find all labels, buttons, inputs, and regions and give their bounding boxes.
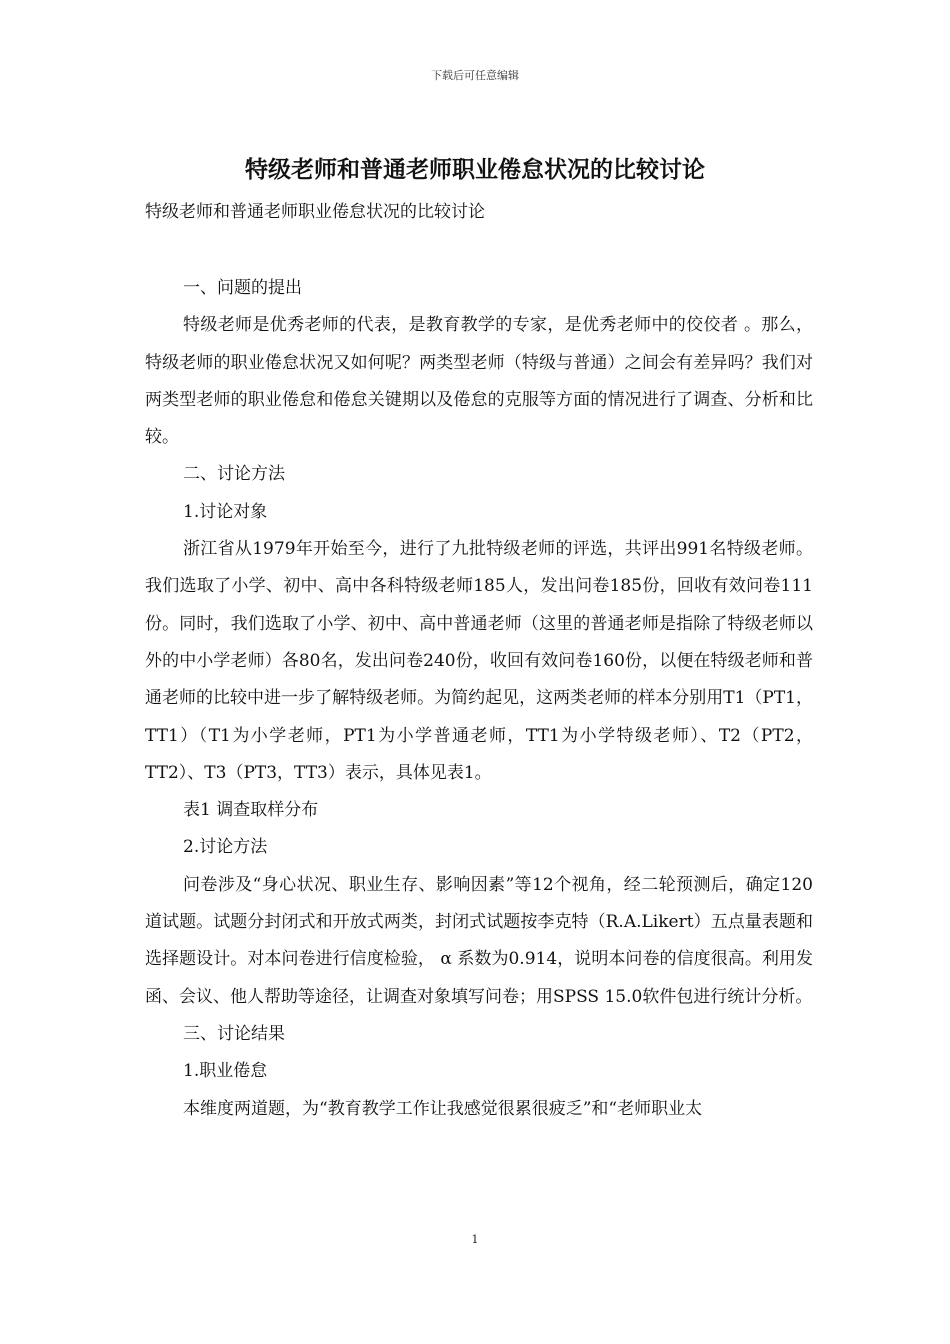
page-subtitle: 特级老师和普通老师职业倦怠状况的比较讨论 xyxy=(145,202,485,222)
paragraph: 本维度两道题，为“教育教学工作让我感觉很累很疲乏”和“老师职业太 xyxy=(183,1098,703,1119)
paragraph: 问卷涉及“身心状况、职业生存、影响因素”等12个视角，经二轮预测后，确定120道试题。试题分封闭式和开放式两类，封闭式试题按李克特（R.A.Likert）五点量表题和选择题设计。对本问卷进行信度检验， α 系数为0.914，说明本问卷的信度很高。利用发函、会议、他人帮助等途径，让调查对象填写问卷；用SPSS 15.0软件包进行统计分析。 xyxy=(145,874,813,1007)
section-heading: 二、讨论方法 xyxy=(183,464,285,485)
table-caption: 表1 调查取样分布 xyxy=(183,800,319,821)
section-heading: 三、讨论结果 xyxy=(183,1023,285,1044)
subsection-heading: 2.讨论方法 xyxy=(183,837,268,858)
paragraph: 特级老师是优秀老师的代表，是教育教学的专家，是优秀老师中的佼佼者 。那么，特级老师的职业倦怠状况又如何呢？两类型老师（特级与普通）之间会有差异吗？我们对两类型老师的职业倦怠和倦怠关键期以及倦怠的克服等方面的情况进行了调查、分析和比较。 xyxy=(145,315,813,448)
page-number: 1 xyxy=(471,1233,479,1246)
header-note: 下载后可任意编辑 xyxy=(431,69,519,82)
page-title: 特级老师和普通老师职业倦怠状况的比较讨论 xyxy=(245,156,705,183)
paragraph: 浙江省从1979年开始至今，进行了九批特级老师的评选，共评出991名特级老师。我们选取了小学、初中、高中各科特级老师185人，发出问卷185份，回收有效问卷111份。同时，我们选取了小学、初中、高中普通老师（这里的普通老师是指除了特级老师以外的中小学老师）各80名，发出问卷240份，收回有效问卷160份，以便在特级老师和普通老师的比较中进一步了解特级老师。为简约起见，这两类老师的样本分别用T1（PT1，TT1）（T1为小学老师，PT1为小学普通老师，TT1为小学特级老师）、T2（PT2，TT2）、T3（PT3，TT3）表示，具体见表1。 xyxy=(145,539,813,783)
body-text xyxy=(145,270,813,1128)
subsection-heading: 1.职业倦怠 xyxy=(183,1061,268,1082)
section-heading: 一、问题的提出 xyxy=(183,278,302,298)
subsection-heading: 1.讨论对象 xyxy=(183,501,268,522)
